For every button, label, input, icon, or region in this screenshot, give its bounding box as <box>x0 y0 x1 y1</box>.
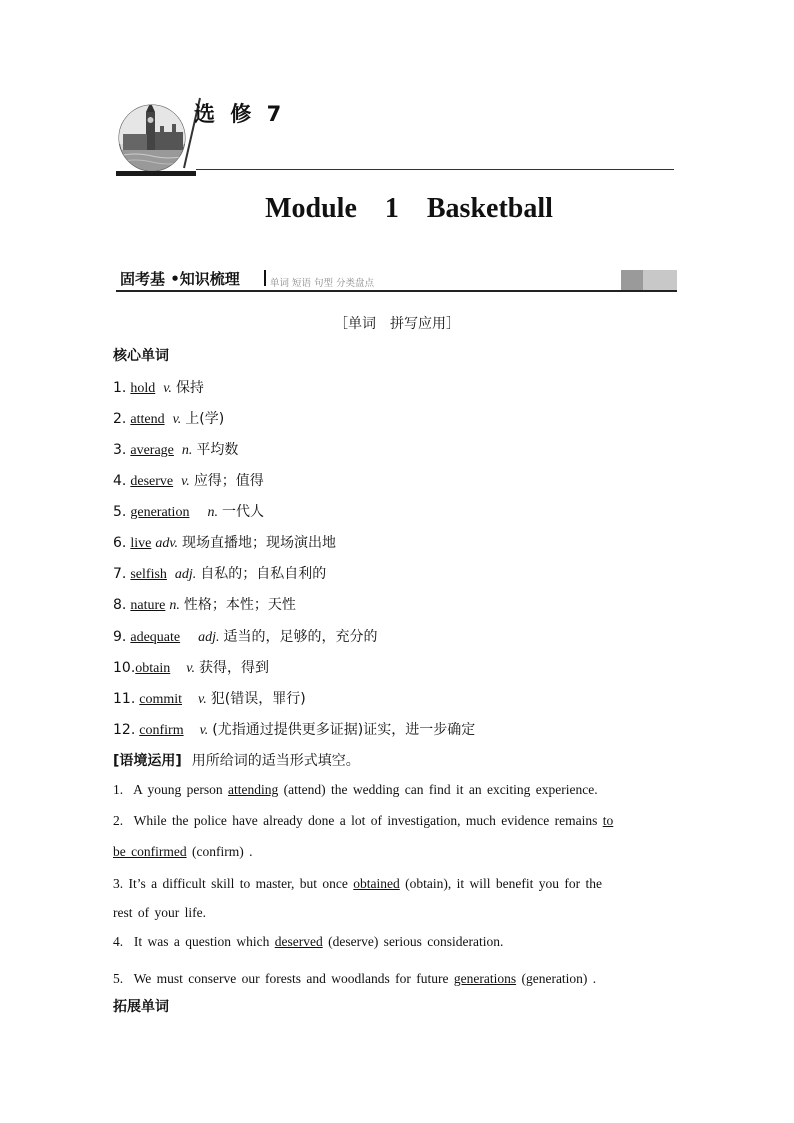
vocab-item: 7. selfish adj. 自私的；自私自利的 <box>113 566 327 582</box>
exercise-sentence-cont: rest of your life. <box>113 905 206 920</box>
exercise-sentence: 3. It’s a difficult skill to master, but once obtained (obtain), it will benefit you for the <box>113 876 602 891</box>
header-bar <box>116 171 196 176</box>
exercise-heading: [语境运用] 用所给词的适当形式填空。 <box>113 753 360 769</box>
module-title: Module 1 Basketball <box>265 193 553 224</box>
vocab-item: 12. confirm v. (尤指通过提供更多证据)证实，进一步确定 <box>113 722 476 738</box>
answer-blank: deserved <box>274 934 323 949</box>
answer-blank: generations <box>453 971 517 986</box>
vocab-word: deserve <box>130 474 174 489</box>
answer-blank: to <box>602 813 614 828</box>
section-box-dark <box>621 270 643 290</box>
exercise-sentence: 4. It was a question which deserved (deserve) serious consideration. <box>113 934 504 949</box>
answer-blank: be confirmed <box>113 844 187 859</box>
vocab-word: obtain <box>135 661 171 676</box>
extended-words-heading: 拓展单词 <box>113 999 169 1015</box>
vocab-item: 5. generation n. 一代人 <box>113 504 264 520</box>
section-underline <box>116 290 677 292</box>
vocab-item: 4. deserve v. 应得；值得 <box>113 473 264 489</box>
section-tags: 单词 短语 句型 分类盘点 <box>270 278 375 289</box>
core-words-heading: 核心单词 <box>113 348 169 364</box>
vocab-word: confirm <box>139 723 184 738</box>
vocab-word: average <box>130 443 174 458</box>
vocab-item: 10.obtain v. 获得，得到 <box>113 660 269 676</box>
section-title: 固考基 •知识梳理 <box>120 270 240 288</box>
vocab-item: 11. commit v. 犯(错误，罪行) <box>113 691 306 707</box>
section-box-light <box>643 270 677 290</box>
exercise-sentence: 1. A young person attending (attend) the wedding can find it an exciting experience. <box>113 782 598 797</box>
vocab-word: live <box>130 536 152 551</box>
big-ben-logo-icon <box>118 104 186 172</box>
vocab-word: commit <box>139 692 183 707</box>
exercise-sentence: 2. While the police have already done a lot of investigation, much evidence remains to <box>113 813 614 828</box>
vocab-item: 3. average n. 平均数 <box>113 442 239 458</box>
vocab-word: attend <box>130 412 165 427</box>
exercise-sentence: 5. We must conserve our forests and woodlands for future generations (generation) . <box>113 971 597 986</box>
vocab-word: selfish <box>130 567 167 582</box>
vocab-item: 2. attend v. 上(学) <box>113 411 225 427</box>
answer-blank: obtained <box>353 876 400 891</box>
vocab-word: hold <box>130 381 156 396</box>
vocab-word: adequate <box>130 630 181 645</box>
vocab-item: 1. hold v. 保持 <box>113 380 204 396</box>
exercise-sentence-cont: be confirmed (confirm) . <box>113 844 253 859</box>
vocab-item: 6. live adv. 现场直播地；现场演出地 <box>113 535 337 551</box>
subsection-title: ［单词 拼写应用］ <box>334 316 460 332</box>
vocab-word: generation <box>130 505 190 520</box>
vocab-word: nature <box>130 598 166 613</box>
volume-label: 选 修 7 <box>194 102 286 126</box>
vocab-item: 8. nature n. 性格；本性；天性 <box>113 597 296 613</box>
answer-blank: attending <box>228 782 279 797</box>
header-rule <box>196 169 674 170</box>
section-separator <box>264 270 266 286</box>
vocab-item: 9. adequate adj. 适当的，足够的，充分的 <box>113 629 378 645</box>
